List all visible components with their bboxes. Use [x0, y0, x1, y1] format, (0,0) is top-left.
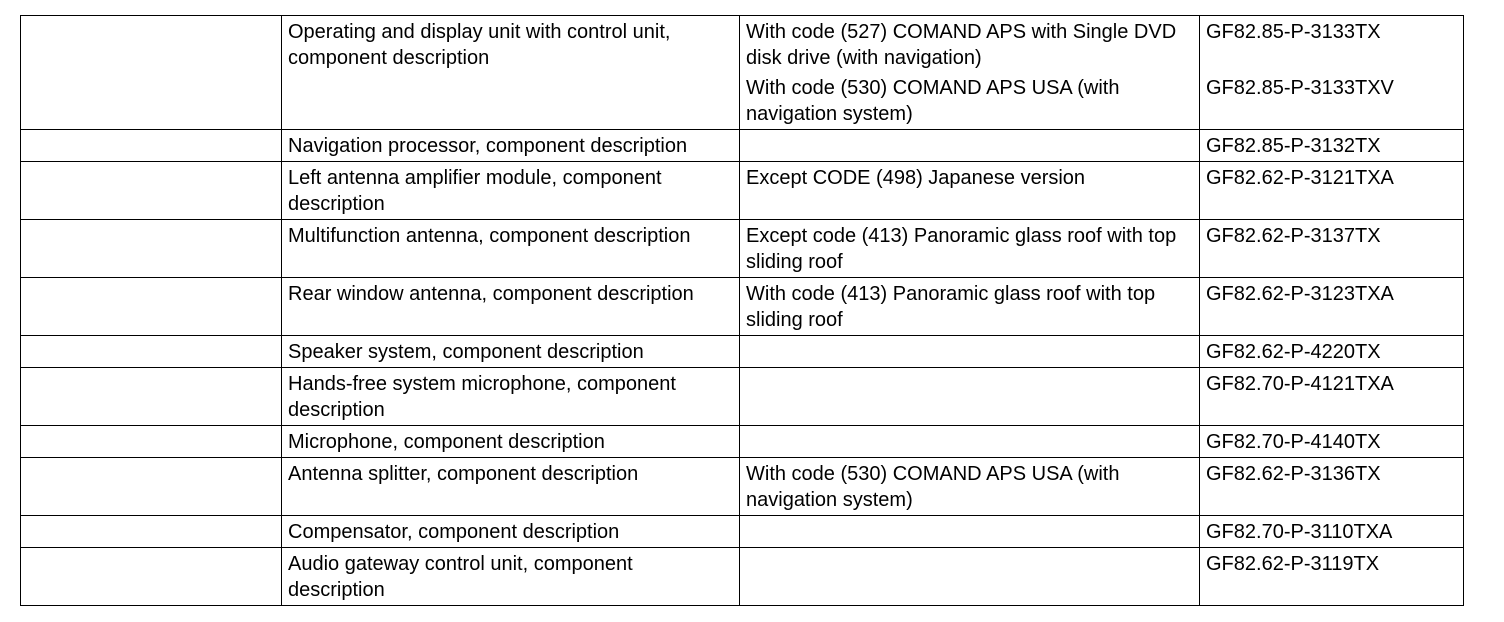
note-text: With code (530) COMAND APS USA (with navigation system)	[746, 463, 1120, 511]
table-row	[21, 220, 1464, 278]
component-cell: Operating and display unit with control unit, component description	[282, 16, 740, 130]
document-code-link[interactable]: GF82.62-P-3137TX	[1206, 225, 1381, 247]
blank-cell	[21, 368, 282, 426]
component-cell: Audio gateway control unit, component description	[282, 548, 740, 606]
component-cell: Hands-free system microphone, component description	[282, 368, 740, 426]
blank-cell	[21, 516, 282, 548]
component-cell: Rear window antenna, component description	[282, 278, 740, 336]
table-row	[21, 162, 1464, 220]
note-text: With code (530) COMAND APS USA (with navigation system)	[746, 77, 1120, 125]
blank-cell	[21, 426, 282, 458]
blank-cell	[21, 220, 282, 278]
notes-cell	[740, 278, 1200, 336]
document-code-cell	[1200, 278, 1464, 336]
note-text: Except code (413) Panoramic glass roof with top sliding roof	[746, 225, 1177, 273]
document-code-link[interactable]: GF82.62-P-4220TX	[1206, 341, 1381, 363]
table-row	[21, 548, 1464, 606]
component-cell: Microphone, component description	[282, 426, 740, 458]
blank-cell	[21, 548, 282, 606]
document-code-cell	[1200, 426, 1464, 458]
document-code-link[interactable]: GF82.70-P-4140TX	[1206, 431, 1381, 453]
component-cell: Navigation processor, component description	[282, 130, 740, 162]
document-code-cell	[1200, 368, 1464, 426]
blank-cell	[21, 162, 282, 220]
blank-cell	[21, 458, 282, 516]
notes-cell	[740, 548, 1200, 606]
document-code-cell	[1200, 548, 1464, 606]
document-code-cell	[1200, 162, 1464, 220]
component-cell: Left antenna amplifier module, component description	[282, 162, 740, 220]
table-row	[21, 336, 1464, 368]
table-row	[21, 426, 1464, 458]
note-text: With code (413) Panoramic glass roof with top sliding roof	[746, 283, 1156, 331]
notes-cell	[740, 220, 1200, 278]
table-row	[21, 130, 1464, 162]
document-code-link[interactable]: GF82.85-P-3133TXV	[1206, 77, 1394, 99]
document-code-link[interactable]: GF82.70-P-3110TXA	[1206, 521, 1393, 543]
document-code-link[interactable]: GF82.62-P-3119TX	[1206, 553, 1380, 575]
table-row	[21, 278, 1464, 336]
blank-cell	[21, 278, 282, 336]
notes-cell	[740, 162, 1200, 220]
note-text: Except CODE (498) Japanese version	[746, 167, 1086, 189]
document-code-cell	[1200, 516, 1464, 548]
notes-cell	[740, 130, 1200, 162]
table-row	[21, 368, 1464, 426]
blank-cell	[21, 16, 282, 130]
component-cell: Multifunction antenna, component description	[282, 220, 740, 278]
blank-cell	[21, 130, 282, 162]
notes-cell	[740, 516, 1200, 548]
document-code-link[interactable]: GF82.62-P-3136TX	[1206, 463, 1381, 485]
component-cell: Speaker system, component description	[282, 336, 740, 368]
document-code-link[interactable]: GF82.85-P-3132TX	[1206, 135, 1381, 157]
blank-cell	[21, 336, 282, 368]
document-code-cell	[1200, 16, 1464, 130]
notes-cell	[740, 336, 1200, 368]
table-row	[21, 16, 1464, 130]
document-code-link[interactable]: GF82.85-P-3133TX	[1206, 21, 1381, 43]
component-cell: Compensator, component description	[282, 516, 740, 548]
document-code-cell	[1200, 130, 1464, 162]
component-cell: Antenna splitter, component description	[282, 458, 740, 516]
notes-cell	[740, 458, 1200, 516]
notes-cell	[740, 426, 1200, 458]
table-body	[21, 16, 1464, 606]
notes-cell	[740, 16, 1200, 130]
document-code-link[interactable]: GF82.62-P-3123TXA	[1206, 283, 1394, 305]
notes-cell	[740, 368, 1200, 426]
document-code-cell	[1200, 220, 1464, 278]
document-code-cell	[1200, 336, 1464, 368]
component-description-table	[20, 15, 1464, 606]
table-row	[21, 458, 1464, 516]
document-code-link[interactable]: GF82.70-P-4121TXA	[1206, 373, 1394, 395]
document-code-cell	[1200, 458, 1464, 516]
table-row	[21, 516, 1464, 548]
note-text: With code (527) COMAND APS with Single DVD disk drive (with navigation)	[746, 21, 1177, 69]
document-code-link[interactable]: GF82.62-P-3121TXA	[1206, 167, 1394, 189]
